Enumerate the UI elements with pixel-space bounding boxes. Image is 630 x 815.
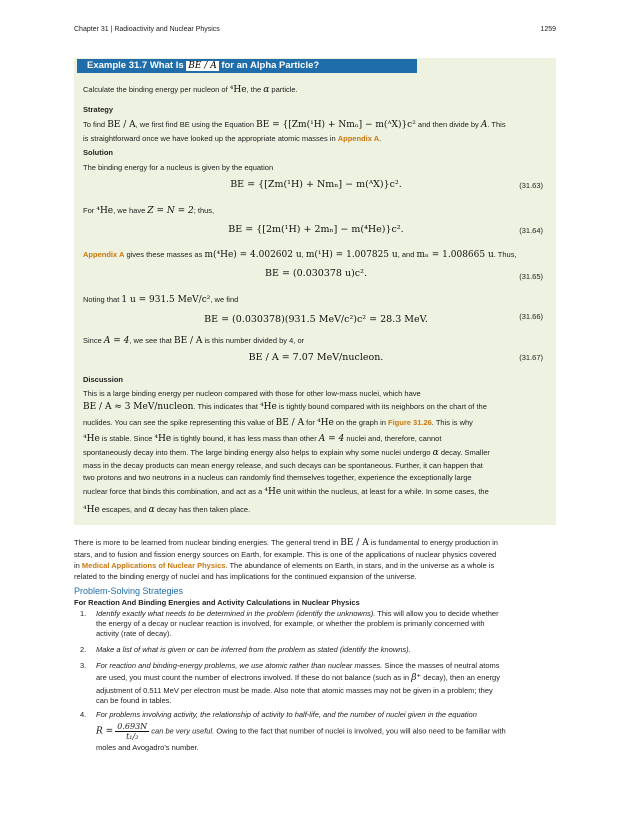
discussion-line-1: This is a large binding energy per nucleon compared with those for other low-mass nuclei, which have — [83, 389, 421, 398]
discussion-line-5 — [83, 448, 490, 458]
solution-text: gives these masses as — [124, 250, 205, 259]
fraction-numerator: 0.693N — [117, 722, 148, 731]
strategy-item-1 — [80, 609, 556, 638]
discussion-text: spontaneously decay into them. The large binding energy also helps to explain why some nuclei undergo — [83, 448, 433, 457]
equation-number-31-67: (31.67) — [519, 353, 543, 362]
solution-text: is this number divided by 4, or — [202, 336, 305, 345]
medical-applications-link[interactable]: Medical Applications of Nuclear Physics — [81, 561, 226, 570]
discussion-line-7: two protons and two neutrons in a nucleus can randomly find themselves together, experience the exceptionally large — [83, 473, 472, 482]
discussion-line-3 — [83, 418, 473, 428]
discussion-text: decay has then taken place. — [154, 505, 251, 514]
since-line — [83, 336, 304, 346]
discussion-text: escapes, and — [99, 505, 149, 514]
helium-4: ⁴He — [154, 434, 172, 444]
strategy-text: . This — [487, 120, 506, 129]
strategy-text: . — [379, 134, 382, 143]
item-text: Owing to the fact that number of nuclei is involved, you will also need to be familiar with — [214, 726, 506, 736]
helium-4: ⁴He — [83, 434, 100, 444]
discussion-text: nuclides. You can see the spike representing this value of — [83, 418, 276, 427]
item-emphasis: can be very useful. — [149, 726, 215, 736]
equation-31-63: BE = {[Zm(¹H) + Nmₙ] − m(ᴬX)}c². — [230, 179, 402, 190]
mass-neutron: mₙ = 1.008665 u — [416, 250, 494, 260]
example-title-prefix: Example 31.7 What Is — [87, 60, 187, 71]
body-text: . The abundance of elements on Earth, in stars, and in the universe as a whole is — [225, 561, 495, 570]
strategy-item-3 — [80, 661, 556, 705]
strategy-item-3-line-3: adjustment of 0.511 MeV per electron must be made. Also note that atomic masses may not be given in a problem; they — [96, 686, 493, 695]
be-over-a: BE / A — [107, 120, 136, 130]
strategies-title: Problem-Solving Strategies — [74, 586, 184, 596]
body-line-2: stars, and to fusion and fission energy sources on Earth, for example. This is one of the applications of nuclear physics covered — [74, 550, 497, 559]
strategy-heading: Strategy — [83, 105, 114, 114]
equation-31-66: BE = (0.030378)(931.5 MeV/c²)c² = 28.3 MeV. — [204, 314, 428, 325]
example-box — [74, 58, 556, 525]
body-line-4: related to the binding energy of nuclei and has implications for the continued expansion of the universe. — [74, 572, 417, 581]
solution-text: , we see that — [129, 336, 174, 345]
solution-text: For — [83, 206, 97, 215]
body-text: There is more to be learned from nuclear binding energies. The general trend in — [74, 538, 341, 547]
solution-text: Noting that — [83, 295, 122, 304]
beta-plus-symbol: β⁺ — [411, 673, 422, 683]
strategy-item-1-line-1 — [96, 609, 556, 618]
body-line-3 — [74, 561, 494, 570]
example-title — [77, 59, 417, 73]
strategy-text: and then divide by — [415, 120, 481, 129]
strategy-item-2-line-1: Make a list of what is given or can be inferred from the problem as stated (identify the knowns). — [96, 645, 411, 654]
a-equals-4: A = 4 — [103, 336, 130, 346]
for-helium-line — [83, 206, 214, 216]
strategy-item-3-line-4: can be found in tables. — [96, 696, 172, 705]
list-number: 3. — [80, 661, 87, 670]
strategy-text: , we first find BE using the Equation — [135, 120, 257, 129]
alpha-symbol: α — [148, 505, 155, 515]
noting-line — [83, 295, 238, 305]
item-text: This will allow you to decide whether — [375, 609, 499, 618]
equation-number-31-66: (31.66) — [519, 312, 543, 321]
body-text: is fundamental to energy production in — [368, 538, 498, 547]
discussion-line-8 — [83, 487, 489, 497]
discussion-text: is stable. Since — [99, 434, 155, 443]
strategy-item-3-line-2 — [96, 673, 556, 683]
helium-4: ⁴He — [317, 418, 334, 428]
alpha-symbol: α — [263, 85, 270, 95]
equation-number-31-63: (31.63) — [519, 181, 543, 190]
discussion-text: . This is why — [431, 418, 473, 427]
discussion-text: unit within the nucleus, at least for a while. In some cases, the — [281, 487, 489, 496]
example-title-math: BE / A — [188, 61, 217, 71]
solution-text: Since — [83, 336, 104, 345]
task-text: , the — [246, 85, 264, 94]
figure-31-26-link[interactable]: Figure 31.26 — [388, 418, 432, 427]
list-number: 2. — [80, 645, 87, 654]
be-over-a: BE / A — [340, 538, 369, 548]
strategy-item-4-line-2 — [96, 722, 556, 741]
task-text: Calculate the binding energy per nucleon of — [83, 85, 230, 94]
task-line — [83, 85, 298, 95]
equation-31-64: BE = {[2m(¹H) + 2mₙ] − m(⁴He)}c². — [228, 224, 404, 235]
be-over-a: BE / A — [275, 418, 305, 428]
helium-4: ⁴He — [83, 505, 100, 515]
be-over-a: BE / A — [173, 336, 203, 346]
fraction-denominator: t₁/₂ — [126, 732, 139, 741]
discussion-text: nuclear force that binds this combination, and act as a — [83, 487, 265, 496]
helium-4: ⁴He — [229, 85, 247, 95]
page-header — [74, 26, 556, 36]
activity-equation-lhs: R = — [96, 726, 114, 737]
solution-intro: The binding energy for a nucleus is given by the equation — [83, 163, 274, 172]
strategies-subtitle: For Reaction And Binding Energies and Activity Calculations in Nuclear Physics — [74, 598, 360, 607]
strategy-line-2 — [83, 134, 381, 143]
list-number: 4. — [80, 710, 87, 719]
helium-4: ⁴He — [259, 402, 277, 412]
strategy-item-3-line-1 — [96, 661, 556, 670]
alpha-symbol: α — [432, 448, 439, 458]
solution-text: , we have — [113, 206, 148, 215]
mass-hydrogen: m(¹H) = 1.007825 u — [305, 250, 398, 260]
list-number: 1. — [80, 609, 87, 618]
body-text: in — [74, 561, 82, 570]
strategy-line-1 — [83, 120, 506, 130]
appendix-a-link[interactable]: Appendix A — [337, 134, 380, 143]
appendix-a-link[interactable]: Appendix A — [83, 250, 125, 259]
discussion-text: decay. Smaller — [438, 448, 490, 457]
discussion-text: . This indicates that — [193, 402, 260, 411]
discussion-line-2 — [83, 402, 487, 412]
a-equals-4: A = 4 — [318, 434, 345, 444]
activity-fraction — [115, 722, 149, 741]
equation-31-65: BE = (0.030378 u)c². — [265, 268, 367, 279]
strategy-item-2 — [80, 645, 556, 654]
strategy-item-1-line-3: activity (rate of decay). — [96, 629, 172, 638]
solution-text: . Thus, — [493, 250, 517, 259]
mass-number-a: A — [480, 120, 488, 130]
solution-text: , — [301, 250, 306, 259]
mass-helium: m(⁴He) = 4.002602 u — [204, 250, 302, 260]
body-line-1 — [74, 538, 498, 548]
z-equals-n: Z = N = 2 — [147, 206, 194, 216]
page-number: 1259 — [540, 26, 556, 33]
item-text: are used, you must count the number of electrons involved. If these do not balance (such as in — [96, 673, 412, 682]
discussion-text: is tightly bound, it has less mass than other — [171, 434, 319, 443]
strategy-text: is straightforward once we have looked up the appropriate atomic masses in — [83, 134, 338, 143]
strategy-text: To find — [83, 120, 108, 129]
solution-heading: Solution — [83, 148, 113, 157]
discussion-line-9 — [83, 505, 250, 515]
example-title-suffix: for an Alpha Particle? — [218, 60, 320, 71]
strategy-item-4-line-1: For problems involving activity, the relationship of activity to half-life, and the number of nuclei given in the equation — [96, 710, 477, 719]
discussion-heading: Discussion — [83, 375, 124, 384]
be-equation-inline: BE = {[Zm(¹H) + Nmₙ] − m(ᴬX)}c² — [256, 120, 416, 130]
strategy-item-4-line-3: moles and Avogadro’s number. — [96, 743, 199, 752]
item-text: decay), then an energy — [421, 673, 500, 682]
solution-text: , and — [397, 250, 417, 259]
item-emphasis: For reaction and binding-energy problems, we use atomic rather than nuclear masses. — [96, 661, 383, 670]
be-over-a-approx: BE / A ≈ 3 MeV/nucleon — [83, 402, 194, 412]
item-text: Since the masses of neutral atoms — [382, 661, 500, 670]
discussion-text: on the graph in — [333, 418, 389, 427]
discussion-line-4 — [83, 434, 441, 444]
item-emphasis: Identify exactly what needs to be determined in the problem (identify the unknowns). — [96, 609, 376, 618]
appendix-masses-line — [83, 250, 517, 260]
equation-31-67: BE / A = 7.07 MeV/nucleon. — [248, 352, 384, 363]
task-text: particle. — [269, 85, 298, 94]
solution-text: , we find — [210, 295, 239, 304]
discussion-text: for — [304, 418, 317, 427]
discussion-text: is tightly bound compared with its neighbors on the chart of the — [276, 402, 487, 411]
solution-text: ; thus, — [193, 206, 215, 215]
strategy-item-4 — [80, 710, 556, 752]
strategy-item-1-line-2: the energy of a decay or nuclear reaction is involved, for example, or whether the problem is primarily concerned with — [96, 619, 485, 628]
atomic-mass-unit-energy: 1 u = 931.5 MeV/c² — [121, 295, 211, 305]
helium-4: ⁴He — [96, 206, 114, 216]
discussion-text: nuclei and, therefore, cannot — [344, 434, 442, 443]
equation-number-31-65: (31.65) — [519, 272, 543, 281]
helium-4: ⁴He — [264, 487, 282, 497]
chapter-title: Chapter 31 | Radioactivity and Nuclear Physics — [74, 26, 220, 33]
equation-number-31-64: (31.64) — [519, 226, 543, 235]
discussion-line-6: mass in the decay products can mean energy release, and such decays can be spontaneous. Further, it can happen that — [83, 461, 483, 470]
